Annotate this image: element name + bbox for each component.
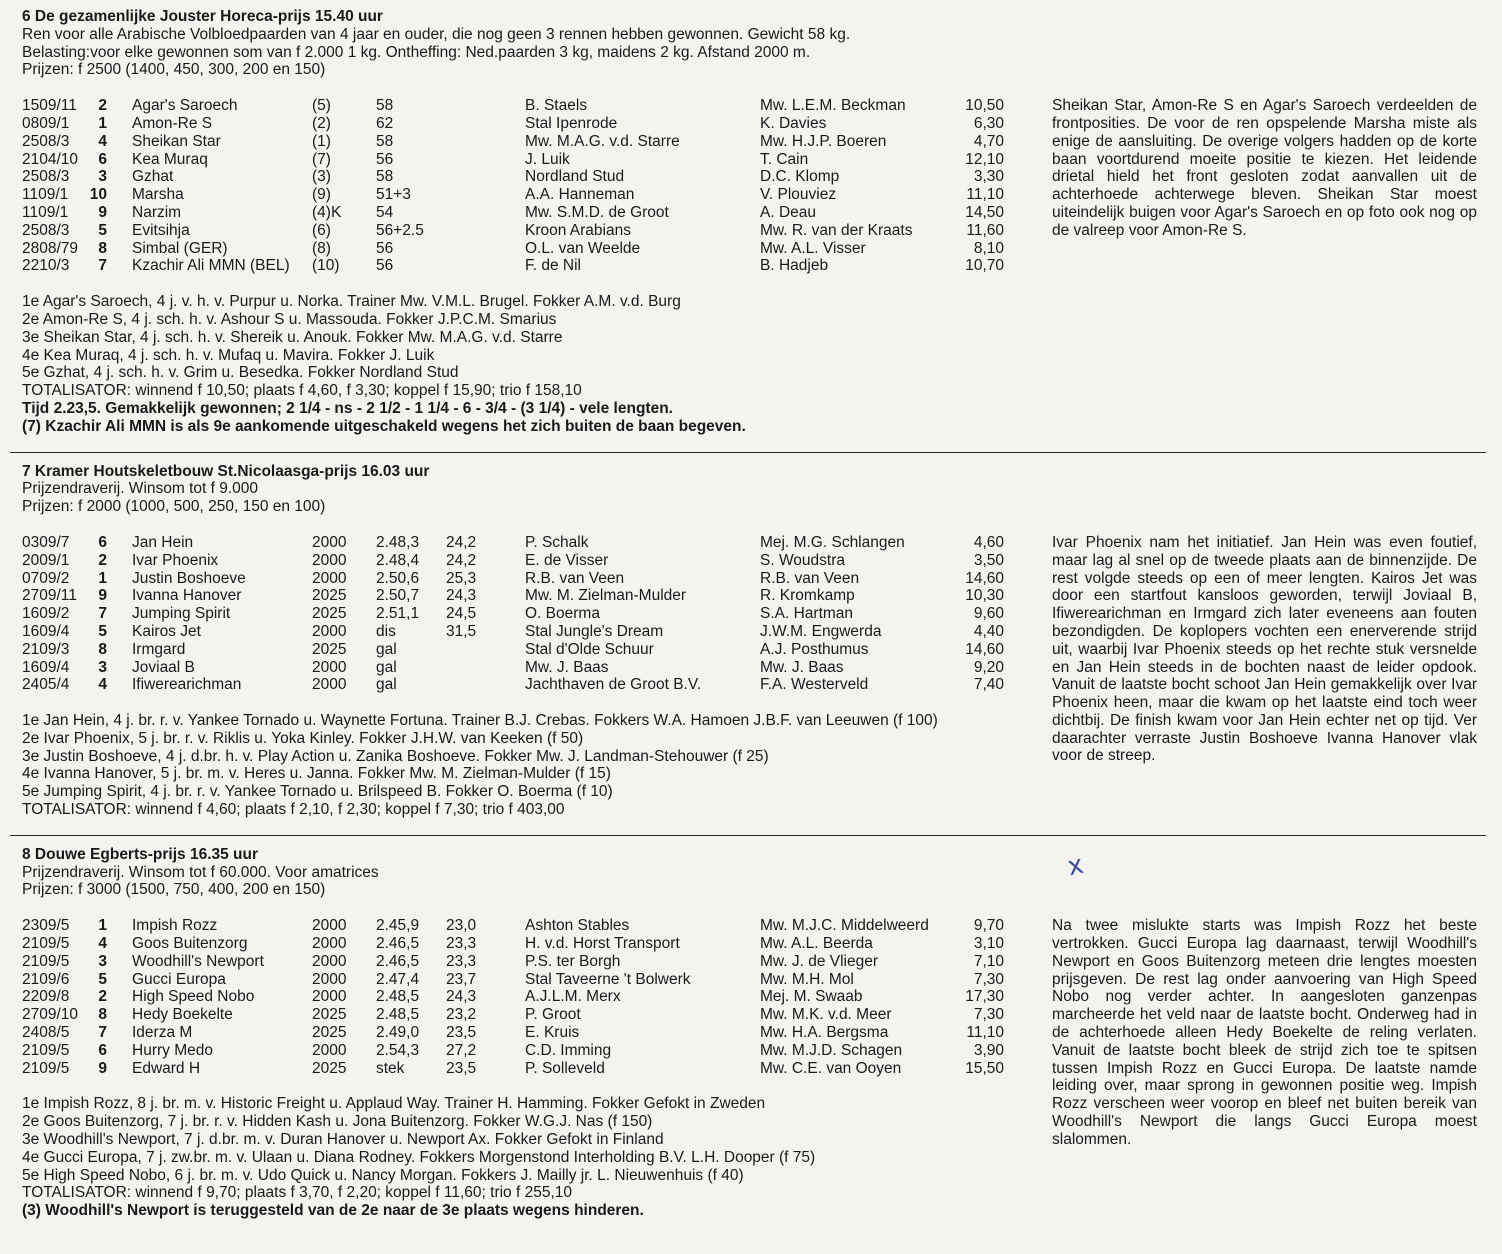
race-note: Tijd 2.23,5. Gemakkelijk gewonnen; 2 1/4 - ns - 2 1/2 - 1 1/4 - 6 - 3/4 - (3 1/4) - vele lengten. — [22, 399, 673, 417]
form-cell: 2508/3 — [22, 132, 70, 150]
owner-cell: Kroon Arabians — [525, 221, 631, 239]
owner-cell: Jachthaven de Groot B.V. — [525, 676, 702, 694]
column-4-cell: 54 — [376, 203, 394, 221]
form-cell: 2508/3 — [22, 221, 70, 239]
race-conditions — [22, 480, 1482, 516]
column-4-cell: 56+2.5 — [376, 221, 424, 239]
owner-cell: J. Luik — [525, 150, 570, 168]
owner-cell: E. Kruis — [525, 1024, 580, 1042]
form-cell: 2405/4 — [22, 676, 70, 694]
column-4-cell: 2.49,0 — [376, 1024, 420, 1042]
rider-cell: Mw. L.E.M. Beckman — [760, 97, 906, 115]
rider-cell: Mw. M.J.D. Schagen — [760, 1041, 903, 1059]
position-cell: 1 — [98, 114, 107, 132]
race-prizes: Prijzen: f 2000 (1000, 500, 250, 150 en 100) — [22, 498, 326, 516]
odds-cell: 9,20 — [973, 658, 1004, 676]
position-cell: 7 — [98, 257, 107, 275]
owner-cell: P. Solleveld — [525, 1059, 605, 1077]
column-5-cell: 23,5 — [446, 1024, 477, 1042]
form-cell: 1609/4 — [22, 622, 70, 640]
form-cell: 2109/5 — [22, 952, 70, 970]
odds-cell: 10,30 — [965, 587, 1004, 605]
column-5-cell: 23,7 — [446, 970, 477, 988]
position-cell: 1 — [98, 917, 107, 935]
column-4-cell: 2.46,5 — [376, 952, 420, 970]
odds-cell: 15,50 — [965, 1059, 1004, 1077]
position-cell: 6 — [98, 533, 107, 551]
owner-cell: Stal Ipenrode — [525, 114, 618, 132]
placing-line: 5e Jumping Spirit, 4 j. br. r. v. Yankee Tornado u. Brilspeed B. Fokker O. Boerma (f 10) — [22, 783, 613, 801]
position-cell: 5 — [98, 221, 107, 239]
form-cell: 0709/2 — [22, 569, 70, 587]
horse-name-cell: Jan Hein — [132, 533, 194, 551]
horse-name-cell: Hedy Boekelte — [132, 1006, 233, 1024]
table-row — [22, 240, 1482, 258]
rider-cell: Mw. A.L. Visser — [760, 239, 866, 257]
owner-cell: A.J.L.M. Merx — [525, 988, 621, 1006]
odds-cell: 9,60 — [973, 605, 1004, 623]
column-3-cell: 2000 — [312, 676, 347, 694]
owner-cell: Mw. S.M.D. de Groot — [525, 203, 669, 221]
results-table — [22, 97, 1482, 275]
placing-line: 5e High Speed Nobo, 6 j. br. m. v. Udo Quick u. Nancy Morgan. Fokkers J. Mailly jr. L. Nieuwenhuis (f 40) — [22, 1166, 744, 1184]
position-cell: 9 — [98, 587, 107, 605]
odds-cell: 10,70 — [965, 257, 1004, 275]
position-cell: 2 — [98, 988, 107, 1006]
column-3-cell: 2000 — [312, 970, 347, 988]
position-cell: 9 — [98, 1059, 107, 1077]
column-3-cell: (7) — [312, 150, 331, 168]
form-cell: 2109/5 — [22, 1041, 70, 1059]
placing-line: 2e Goos Buitenzorg, 7 j. br. r. v. Hidden Kash u. Jona Buitenzorg. Fokker W.G.J. Nas (f 150) — [22, 1113, 653, 1131]
column-4-cell: 2.48,3 — [376, 533, 420, 551]
horse-name-cell: Amon-Re S — [132, 114, 213, 132]
column-5-cell: 23,2 — [446, 1006, 477, 1024]
column-5-cell: 23,3 — [446, 952, 477, 970]
race-note: (7) Kzachir Ali MMN is als 9e aankomende uitgeschakeld wegens het zich buiten de baan begeven. — [22, 417, 746, 435]
rider-cell: Mw. A.L. Beerda — [760, 935, 873, 953]
horse-name-cell: Kairos Jet — [132, 622, 201, 640]
horse-name-cell: Agar's Saroech — [132, 97, 238, 115]
position-cell: 4 — [98, 676, 107, 694]
odds-cell: 12,10 — [965, 150, 1004, 168]
odds-cell: 8,10 — [973, 239, 1004, 257]
form-cell: 1109/1 — [22, 203, 69, 221]
form-cell: 2104/10 — [22, 150, 79, 168]
odds-cell: 3,30 — [973, 168, 1004, 186]
form-cell: 1509/11 — [22, 97, 77, 115]
odds-cell: 11,10 — [966, 186, 1004, 204]
rider-cell: T. Cain — [760, 150, 809, 168]
column-4-cell: 2.54,3 — [376, 1041, 420, 1059]
column-3-cell: (5) — [312, 97, 331, 115]
race-condition-line: Prijzendraverij. Winsom tot f 60.000. Voor amatrices — [22, 863, 379, 881]
column-4-cell: 56 — [376, 239, 394, 257]
odds-cell: 14,60 — [965, 640, 1004, 658]
race-commentary: Na twee mislukte starts was Impish Rozz het beste vertrokken. Gucci Europa lag daarnaast, terwijl Woodhill's Newport en Goos Buitenzorg meteen drie lengtes moesten prijsgeven. De rest lag onder aanvoering van High Speed Nobo nog verder achter. In aangesloten ganzenpas marcheerde het veld naar de laatste bocht. Onderweg had in de achterhoede alleen Hedy Boekelte de reling verlaten. Vanuit de laatste bocht bleek de strijd zich toe te spitsen tussen Impish Rozz en Gucci Europa. De laatste namde leiding over, maar sprong in gewonnen positie weg. Impish Rozz verscheen weer voorop en bleef net buiten bereik van Woodhill's Newport die langs Gucci Europa moest slalommen. — [1052, 917, 1477, 1148]
column-5-cell: 27,2 — [446, 1041, 477, 1059]
race-8 — [22, 846, 1482, 1220]
odds-cell: 7,40 — [973, 676, 1004, 694]
horse-name-cell: Goos Buitenzorg — [132, 935, 248, 953]
column-5-cell: 24,3 — [446, 988, 477, 1006]
column-3-cell: (6) — [312, 221, 331, 239]
form-cell: 0809/1 — [22, 114, 70, 132]
rider-cell: B. Hadjeb — [760, 257, 829, 275]
column-3-cell: 2000 — [312, 658, 347, 676]
horse-name-cell: Justin Boshoeve — [132, 569, 246, 587]
position-cell: 3 — [98, 952, 107, 970]
column-5-cell: 23,3 — [446, 935, 477, 953]
section-divider — [10, 452, 1486, 453]
rider-cell: Mw. J. Baas — [760, 658, 844, 676]
rider-cell: K. Davies — [760, 114, 827, 132]
rider-cell: Mw. M.K. v.d. Meer — [760, 1006, 892, 1024]
column-5-cell: 24,2 — [446, 533, 477, 551]
column-4-cell: gal — [376, 640, 397, 658]
odds-cell: 14,60 — [965, 569, 1004, 587]
column-4-cell: 56 — [376, 150, 394, 168]
column-4-cell: 58 — [376, 168, 394, 186]
odds-cell: 6,30 — [973, 114, 1004, 132]
owner-cell: O.L. van Weelde — [525, 239, 641, 257]
owner-cell: H. v.d. Horst Transport — [525, 935, 680, 953]
column-4-cell: gal — [376, 676, 397, 694]
column-5-cell: 23,5 — [446, 1059, 477, 1077]
form-cell: 2210/3 — [22, 257, 70, 275]
rider-cell: Mw. H.A. Bergsma — [760, 1024, 889, 1042]
odds-cell: 10,50 — [965, 97, 1004, 115]
owner-cell: P. Groot — [525, 1006, 581, 1024]
horse-name-cell: Iderza M — [132, 1024, 193, 1042]
table-row — [22, 257, 1482, 275]
position-cell: 4 — [98, 935, 107, 953]
odds-cell: 11,60 — [966, 221, 1004, 239]
placing-line: TOTALISATOR: winnend f 10,50; plaats f 4,60, f 3,30; koppel f 15,90; trio f 158,10 — [22, 382, 582, 400]
horse-name-cell: Sheikan Star — [132, 132, 221, 150]
position-cell: 7 — [98, 1024, 107, 1042]
placing-line: 4e Kea Muraq, 4 j. sch. h. v. Mufaq u. Mavira. Fokker J. Luik — [22, 346, 435, 364]
column-3-cell: 2000 — [312, 551, 347, 569]
position-cell: 5 — [98, 970, 107, 988]
column-3-cell: (1) — [312, 132, 331, 150]
horse-name-cell: Ifiwerearichman — [132, 676, 242, 694]
position-cell: 5 — [98, 622, 107, 640]
column-3-cell: 2000 — [312, 569, 347, 587]
horse-name-cell: Simbal (GER) — [132, 239, 228, 257]
horse-name-cell: Ivanna Hanover — [132, 587, 242, 605]
race-details — [22, 293, 1482, 435]
form-cell: 2808/79 — [22, 239, 79, 257]
horse-name-cell: Kea Muraq — [132, 150, 208, 168]
race-commentary: Sheikan Star, Amon-Re S en Agar's Saroech verdeelden de frontposities. De voor de ren opspelende Marsha miste als enige de aansluiting. De overige volgers hadden op de korte baan voortdurend moeite positie te kiezen. Het leidende drietal hield het front gesloten zodat aanvallen uit de achterhoede achterwege bleven. Sheikan Star moest uiteindelijk buigen voor Agar's Saroech en op foto ook nog op de valreep voor Amon-Re S. — [1052, 97, 1477, 239]
owner-cell: F. de Nil — [525, 257, 581, 275]
column-3-cell: 2000 — [312, 952, 347, 970]
position-cell: 3 — [98, 658, 107, 676]
column-3-cell: 2025 — [312, 587, 347, 605]
position-cell: 1 — [98, 569, 107, 587]
odds-cell: 7,10 — [973, 952, 1004, 970]
rider-cell: Mw. R. van der Kraats — [760, 221, 913, 239]
horse-name-cell: High Speed Nobo — [132, 988, 255, 1006]
horse-name-cell: Hurry Medo — [132, 1041, 213, 1059]
odds-cell: 4,40 — [973, 622, 1004, 640]
owner-cell: Ashton Stables — [525, 917, 630, 935]
owner-cell: C.D. Imming — [525, 1041, 612, 1059]
position-cell: 6 — [98, 1041, 107, 1059]
rider-cell: Mw. H.J.P. Boeren — [760, 132, 887, 150]
horse-name-cell: Joviaal B — [132, 658, 195, 676]
odds-cell: 11,10 — [966, 1024, 1004, 1042]
rider-cell: Mw. M.J.C. Middelweerd — [760, 917, 929, 935]
rider-cell: R. Kromkamp — [760, 587, 855, 605]
column-4-cell: 2.46,5 — [376, 935, 420, 953]
column-3-cell: 2025 — [312, 1024, 347, 1042]
position-cell: 4 — [98, 132, 107, 150]
rider-cell: F.A. Westerveld — [760, 676, 869, 694]
column-5-cell: 23,0 — [446, 917, 477, 935]
position-cell: 9 — [98, 203, 107, 221]
rider-cell: A.J. Posthumus — [760, 640, 869, 658]
horse-name-cell: Irmgard — [132, 640, 186, 658]
horse-name-cell: Evitsihja — [132, 221, 190, 239]
race-prizes: Prijzen: f 2500 (1400, 450, 300, 200 en 150) — [22, 61, 326, 79]
form-cell: 2009/1 — [22, 551, 70, 569]
column-3-cell: 2025 — [312, 1006, 347, 1024]
column-3-cell: 2025 — [312, 1059, 347, 1077]
column-3-cell: (2) — [312, 114, 331, 132]
column-3-cell: (9) — [312, 186, 331, 204]
odds-cell: 7,30 — [973, 970, 1004, 988]
position-cell: 2 — [98, 551, 107, 569]
placing-line: 3e Sheikan Star, 4 j. sch. h. v. Shereik u. Anouk. Fokker Mw. M.A.G. v.d. Starre — [22, 328, 563, 346]
column-3-cell: 2025 — [312, 640, 347, 658]
owner-cell: P. Schalk — [525, 533, 589, 551]
owner-cell: P.S. ter Borgh — [525, 952, 621, 970]
position-cell: 8 — [98, 239, 107, 257]
odds-cell: 9,70 — [973, 917, 1004, 935]
column-4-cell: 2.48,4 — [376, 551, 420, 569]
placing-line: 3e Woodhill's Newport, 7 j. d.br. m. v. Duran Hanover u. Newport Ax. Fokker Gefokt in Finland — [22, 1131, 664, 1149]
column-3-cell: 2000 — [312, 988, 347, 1006]
column-3-cell: 2000 — [312, 622, 347, 640]
rider-cell: Mej. M.G. Schlangen — [760, 533, 905, 551]
rider-cell: Mej. M. Swaab — [760, 988, 863, 1006]
column-4-cell: 51+3 — [376, 186, 411, 204]
position-cell: 3 — [98, 168, 107, 186]
column-4-cell: 2.48,5 — [376, 988, 420, 1006]
column-3-cell: 2000 — [312, 533, 347, 551]
horse-name-cell: Edward H — [132, 1059, 201, 1077]
horse-name-cell: Ivar Phoenix — [132, 551, 219, 569]
column-3-cell: (8) — [312, 239, 331, 257]
column-4-cell: 2.51,1 — [376, 605, 420, 623]
column-4-cell: 58 — [376, 132, 394, 150]
horse-name-cell: Kzachir Ali MMN (BEL) — [132, 257, 290, 275]
form-cell: 2709/10 — [22, 1006, 79, 1024]
rider-cell: Mw. M.H. Mol — [760, 970, 854, 988]
race-commentary: Ivar Phoenix nam het initiatief. Jan Hein was even foutief, maar lag al snel op de tweede plaats aan de binnenzijde. De rest volgde steeds op een of meer lengten. Kairos Jet was door een startfout kansloos geworden, terwijl Joviaal B, Ifiwerearichman en Irmgard zich later eveneens aan fouten bezondigden. De koplopers vochten een enerverende strijd uit, waarbij Ivar Phoenix steeds op het rechte stuk versnelde en Jan Hein steeds in de bochten naast de leider opdook. Vanuit de laatste bocht schoot Jan Hein gemakkelijk over Ivar Phoenix heen, maar die kwam op het laatste eind toch weer dichtbij. De finish kwam voor Jan Hein echter net op tijd. Ver daarachter verraste Justin Boshoeve Ivanna Hanover vlak voor de streep. — [1052, 533, 1477, 765]
form-cell: 2109/6 — [22, 970, 70, 988]
column-3-cell: 2000 — [312, 1041, 347, 1059]
rider-cell: S. Woudstra — [760, 551, 846, 569]
owner-cell: E. de Visser — [525, 551, 609, 569]
position-cell: 8 — [98, 640, 107, 658]
placing-line: 3e Justin Boshoeve, 4 j. d.br. h. v. Play Action u. Zanika Boshoeve. Fokker Mw. J. Landman-Stehouwer (f 25) — [22, 747, 769, 765]
position-cell: 8 — [98, 1006, 107, 1024]
form-cell: 2408/5 — [22, 1024, 70, 1042]
column-5-cell: 24,5 — [446, 605, 477, 623]
odds-cell: 3,50 — [973, 551, 1004, 569]
horse-name-cell: Jumping Spirit — [132, 605, 231, 623]
column-4-cell: gal — [376, 658, 397, 676]
horse-name-cell: Gucci Europa — [132, 970, 226, 988]
horse-name-cell: Gzhat — [132, 168, 174, 186]
form-cell: 2309/5 — [22, 917, 70, 935]
handwritten-mark: x — [1064, 849, 1087, 883]
odds-cell: 3,10 — [973, 935, 1004, 953]
form-cell: 2109/5 — [22, 935, 70, 953]
column-4-cell: 62 — [376, 114, 394, 132]
column-3-cell: 2025 — [312, 605, 347, 623]
column-4-cell: 2.50,6 — [376, 569, 420, 587]
placing-line: 2e Amon-Re S, 4 j. sch. h. v. Ashour S u. Massouda. Fokker J.P.C.M. Smarius — [22, 310, 557, 328]
placing-line: 4e Gucci Europa, 7 j. zw.br. m. v. Ulaan u. Diana Rodney. Fokkers Morgenstond Interholding B.V. L.H. Dooper (f 75) — [22, 1148, 816, 1166]
column-5-cell: 25,3 — [446, 569, 477, 587]
placing-line: 4e Ivanna Hanover, 5 j. br. m. v. Heres u. Janna. Fokker Mw. M. Zielman-Mulder (f 15) — [22, 765, 611, 783]
horse-name-cell: Narzim — [132, 203, 182, 221]
position-cell: 7 — [98, 605, 107, 623]
form-cell: 2109/5 — [22, 1059, 70, 1077]
race-condition-line: Belasting:voor elke gewonnen som van f 2.000 1 kg. Ontheffing: Ned.paarden 3 kg, maidens 2 kg. Afstand 2000 m. — [22, 43, 811, 61]
form-cell: 2508/3 — [22, 168, 70, 186]
horse-name-cell: Impish Rozz — [132, 917, 218, 935]
owner-cell: B. Staels — [525, 97, 588, 115]
placing-line: 1e Impish Rozz, 8 j. br. m. v. Historic Freight u. Applaud Way. Trainer H. Hamming. Fokker Gefokt in Zweden — [22, 1095, 766, 1113]
owner-cell: Mw. M. Zielman-Mulder — [525, 587, 687, 605]
placing-line: TOTALISATOR: winnend f 4,60; plaats f 2,10, f 2,30; koppel f 7,30; trio f 403,00 — [22, 801, 565, 819]
results-page — [22, 8, 1482, 1220]
form-cell: 2209/8 — [22, 988, 70, 1006]
odds-cell: 7,30 — [973, 1006, 1004, 1024]
odds-cell: 17,30 — [965, 988, 1004, 1006]
column-5-cell: 24,3 — [446, 587, 477, 605]
placing-line: TOTALISATOR: winnend f 9,70; plaats f 3,70, f 2,20; koppel f 11,60; trio f 255,10 — [22, 1184, 573, 1202]
column-4-cell: 2.45,9 — [376, 917, 420, 935]
form-cell: 0309/7 — [22, 533, 70, 551]
placing-line: 2e Ivar Phoenix, 5 j. br. r. v. Riklis u. Yoka Kinley. Fokker J.H.W. van Keeken (f 50) — [22, 729, 584, 747]
column-3-cell: 2000 — [312, 935, 347, 953]
race-note: (3) Woodhill's Newport is teruggesteld van de 2e naar de 3e plaats wegens hinderen. — [22, 1202, 644, 1220]
column-4-cell: dis — [376, 622, 396, 640]
odds-cell: 14,50 — [965, 203, 1004, 221]
owner-cell: Stal d'Olde Schuur — [525, 640, 654, 658]
rider-cell: V. Plouviez — [760, 186, 837, 204]
rider-cell: Mw. J. de Vlieger — [760, 952, 879, 970]
column-5-cell: 31,5 — [446, 622, 477, 640]
placing-line: 1e Jan Hein, 4 j. br. r. v. Yankee Tornado u. Waynette Fortuna. Trainer B.J. Crebas. Fokkers W.A. Hamoen J.B.F. van Leeuwen (f 100) — [22, 712, 938, 730]
placing-line: 5e Gzhat, 4 j. sch. h. v. Grim u. Besedka. Fokker Nordland Stud — [22, 364, 459, 382]
column-4-cell: 58 — [376, 97, 394, 115]
owner-cell: Stal Taveerne 't Bolwerk — [525, 970, 691, 988]
race-6 — [22, 8, 1482, 436]
rider-cell: S.A. Hartman — [760, 605, 854, 623]
rider-cell: J.W.M. Engwerda — [760, 622, 882, 640]
horse-name-cell: Marsha — [132, 186, 184, 204]
race-title: 8 Douwe Egberts-prijs 16.35 uur — [22, 845, 259, 863]
horse-name-cell: Woodhill's Newport — [132, 952, 264, 970]
race-condition-line: Ren voor alle Arabische Volbloedpaarden van 4 jaar en ouder, die nog geen 3 rennen hebben gewonnen. Gewicht 58 kg. — [22, 25, 851, 43]
race-condition-line: Prijzendraverij. Winsom tot f 9.000 — [22, 480, 259, 498]
odds-cell: 4,70 — [973, 132, 1004, 150]
rider-cell: D.C. Klomp — [760, 168, 840, 186]
column-4-cell: stek — [376, 1059, 405, 1077]
column-4-cell: 56 — [376, 257, 394, 275]
column-4-cell: 2.47,4 — [376, 970, 420, 988]
owner-cell: A.A. Hanneman — [525, 186, 635, 204]
owner-cell: Mw. M.A.G. v.d. Starre — [525, 132, 680, 150]
rider-cell: Mw. C.E. van Ooyen — [760, 1059, 902, 1077]
position-cell: 2 — [98, 97, 107, 115]
owner-cell: Stal Jungle's Dream — [525, 622, 664, 640]
column-3-cell: 2000 — [312, 917, 347, 935]
form-cell: 2109/3 — [22, 640, 70, 658]
form-cell: 1609/2 — [22, 605, 70, 623]
column-5-cell: 24,2 — [446, 551, 477, 569]
race-7 — [22, 463, 1482, 819]
race-prizes: Prijzen: f 3000 (1500, 750, 400, 200 en 150) — [22, 881, 326, 899]
position-cell: 6 — [98, 150, 107, 168]
race-conditions — [22, 864, 1482, 900]
rider-cell: A. Deau — [760, 203, 817, 221]
column-4-cell: 2.50,7 — [376, 587, 420, 605]
race-title: 7 Kramer Houtskeletbouw St.Nicolaasga-prijs 16.03 uur — [22, 462, 430, 480]
rider-cell: R.B. van Veen — [760, 569, 860, 587]
form-cell: 2709/11 — [22, 587, 77, 605]
position-cell: 10 — [89, 186, 107, 204]
column-3-cell: (4)K — [312, 203, 342, 221]
column-4-cell: 2.48,5 — [376, 1006, 420, 1024]
form-cell: 1109/1 — [22, 186, 69, 204]
column-3-cell: (3) — [312, 168, 331, 186]
race-title: 6 De gezamenlijke Jouster Horeca-prijs 15.40 uur — [22, 8, 383, 25]
placing-line: 1e Agar's Saroech, 4 j. v. h. v. Purpur u. Norka. Trainer Mw. V.M.L. Brugel. Fokker A.M. v.d. Burg — [22, 293, 681, 311]
owner-cell: Mw. J. Baas — [525, 658, 609, 676]
column-3-cell: (10) — [312, 257, 340, 275]
owner-cell: Nordland Stud — [525, 168, 625, 186]
owner-cell: R.B. van Veen — [525, 569, 625, 587]
race-conditions — [22, 26, 1482, 79]
odds-cell: 3,90 — [973, 1041, 1004, 1059]
section-divider — [10, 835, 1486, 836]
form-cell: 1609/4 — [22, 658, 70, 676]
odds-cell: 4,60 — [973, 533, 1004, 551]
owner-cell: O. Boerma — [525, 605, 600, 623]
